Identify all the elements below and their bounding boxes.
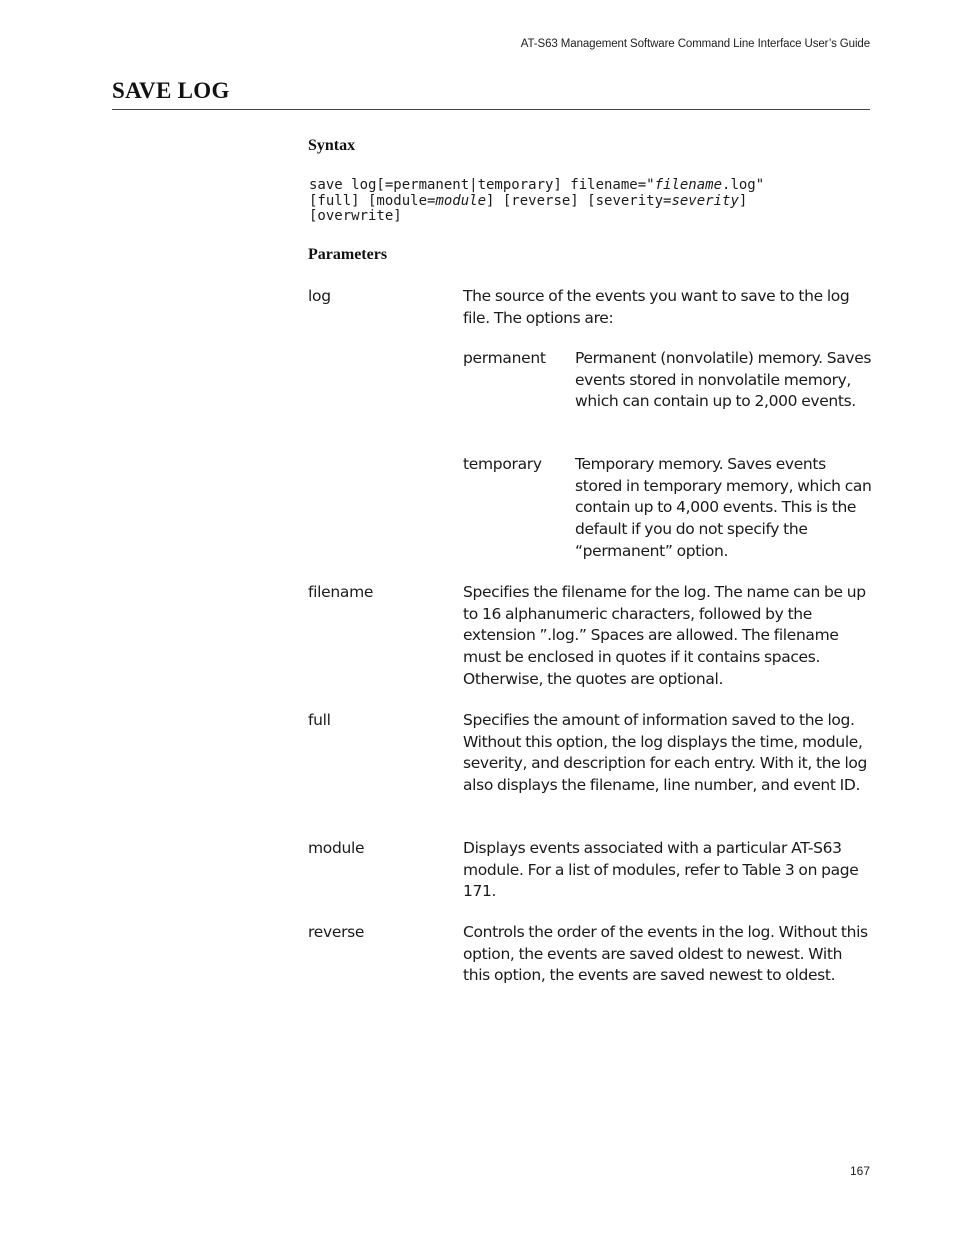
section-title: SAVE LOG [112,78,230,103]
syntax-block [309,178,879,225]
param-desc-full: Specifies the amount of information saved to the log. Without this option, the log displays the time, module, severity, and description for each entry. With it, the log also displays the filename, line number, and event ID. [463,711,868,795]
running-header: AT-S63 Management Software Command Line Interface User’s Guide [520,38,870,50]
param-desc-log: The source of the events you want to save to the log file. The options are: [463,287,850,327]
syntax-text: save log[=permanent|temporary] filename=" [309,177,655,193]
param-desc-reverse: Controls the order of the events in the log. Without this option, the events are saved oldest to newest. With this option, the events are saved newest to oldest. [463,923,868,985]
option-desc-temporary: Temporary memory. Saves events stored in temporary memory, which can contain up to 4,000 events. This is the default if you do not specify the “permanent” option. [575,455,872,560]
param-desc-module: Displays events associated with a particular AT-S63 module. For a list of modules, refer to Table 3 on page 171. [463,839,859,901]
parameters-heading: Parameters [308,246,388,263]
param-term-module: module [308,839,365,857]
option-desc-permanent: Permanent (nonvolatile) memory. Saves events stored in nonvolatile memory, which can contain up to 2,000 events. [575,349,872,411]
syntax-heading: Syntax [308,137,356,154]
syntax-text: [full] [module= [309,192,436,209]
option-term-temporary: temporary [463,455,542,473]
param-term-full: full [308,711,331,729]
param-term-filename: filename [308,583,374,601]
syntax-text: [overwrite] [309,208,402,224]
param-term-log: log [308,287,331,305]
syntax-variable-module: module [435,192,487,209]
syntax-variable-filename: filename [654,177,723,193]
syntax-text: .log" [722,177,765,193]
title-rule [112,109,870,110]
syntax-text: ] [738,192,748,209]
param-term-reverse: reverse [308,923,365,941]
syntax-text: ] [reverse] [severity= [486,192,672,209]
option-term-permanent: permanent [463,349,546,367]
syntax-line-2 [309,194,879,210]
param-desc-filename: Specifies the filename for the log. The name can be up to 16 alphanumeric characters, followed by the extension ”.log.” Spaces are allowed. The filename must be enclosed in quotes if it contains spaces. Otherwise, the quotes are optional. [463,583,866,688]
syntax-line-3 [309,209,879,225]
syntax-variable-severity: severity [671,192,739,209]
page-number: 167 [849,1164,870,1178]
syntax-line-1 [309,178,879,194]
